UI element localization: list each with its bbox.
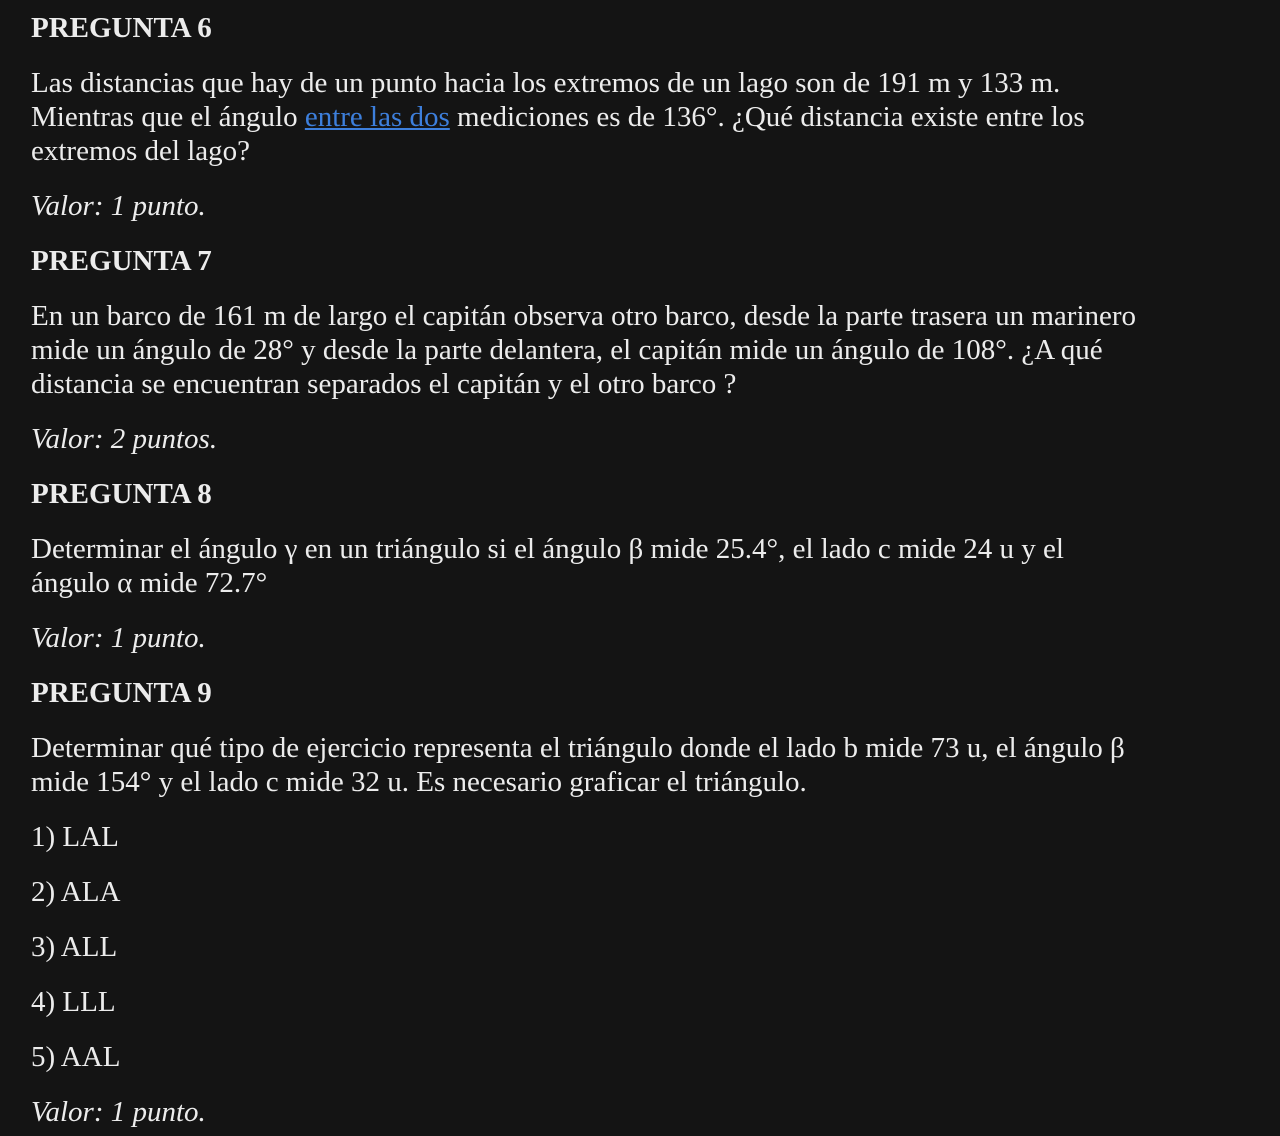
question-6-text	[31, 66, 1280, 168]
question-8-title: PREGUNTA 8	[31, 478, 212, 510]
question-8-text	[31, 532, 1280, 600]
text-line: Las distancias que hay de un punto hacia los extremos de un lago son de 191 m y 133 m.	[31, 67, 1061, 99]
option-5: 5) AAL	[31, 1041, 121, 1073]
text-segment: mediciones es de 136°. ¿Qué distancia existe entre los	[449, 101, 1085, 133]
question-6-title: PREGUNTA 6	[31, 12, 212, 44]
question-9-value: Valor: 1 punto.	[31, 1096, 206, 1128]
text-line	[31, 100, 1280, 134]
text-line: mide 154° y el lado c mide 32 u. Es necesario graficar el triángulo.	[31, 766, 807, 798]
question-9-text	[31, 731, 1280, 799]
text-line: ángulo α mide 72.7°	[31, 567, 268, 599]
question-6-value: Valor: 1 punto.	[31, 190, 206, 222]
question-9-title: PREGUNTA 9	[31, 677, 212, 709]
question-7-value: Valor: 2 puntos.	[31, 423, 218, 455]
text-line: Determinar qué tipo de ejercicio representa el triángulo donde el lado b mide 73 u, el ángulo β	[31, 732, 1125, 764]
entre-las-dos-link[interactable]: entre las dos	[304, 101, 450, 133]
option-1: 1) LAL	[31, 821, 119, 853]
question-8-value: Valor: 1 punto.	[31, 622, 206, 654]
text-line: distancia se encuentran separados el capitán y el otro barco ?	[31, 368, 737, 400]
option-4: 4) LLL	[31, 986, 116, 1018]
text-line: En un barco de 161 m de largo el capitán observa otro barco, desde la parte trasera un marinero	[31, 300, 1137, 332]
question-7-text	[31, 299, 1280, 401]
text-line: Determinar el ángulo γ en un triángulo si el ángulo β mide 25.4°, el lado c mide 24 u y el	[31, 533, 1064, 565]
option-3: 3) ALL	[31, 931, 118, 963]
text-segment: Mientras que el ángulo	[31, 101, 305, 133]
question-7-title: PREGUNTA 7	[31, 245, 212, 277]
option-2: 2) ALA	[31, 876, 121, 908]
text-line: extremos del lago?	[31, 135, 251, 167]
text-line: mide un ángulo de 28° y desde la parte delantera, el capitán mide un ángulo de 108°. ¿A qué	[31, 334, 1103, 366]
